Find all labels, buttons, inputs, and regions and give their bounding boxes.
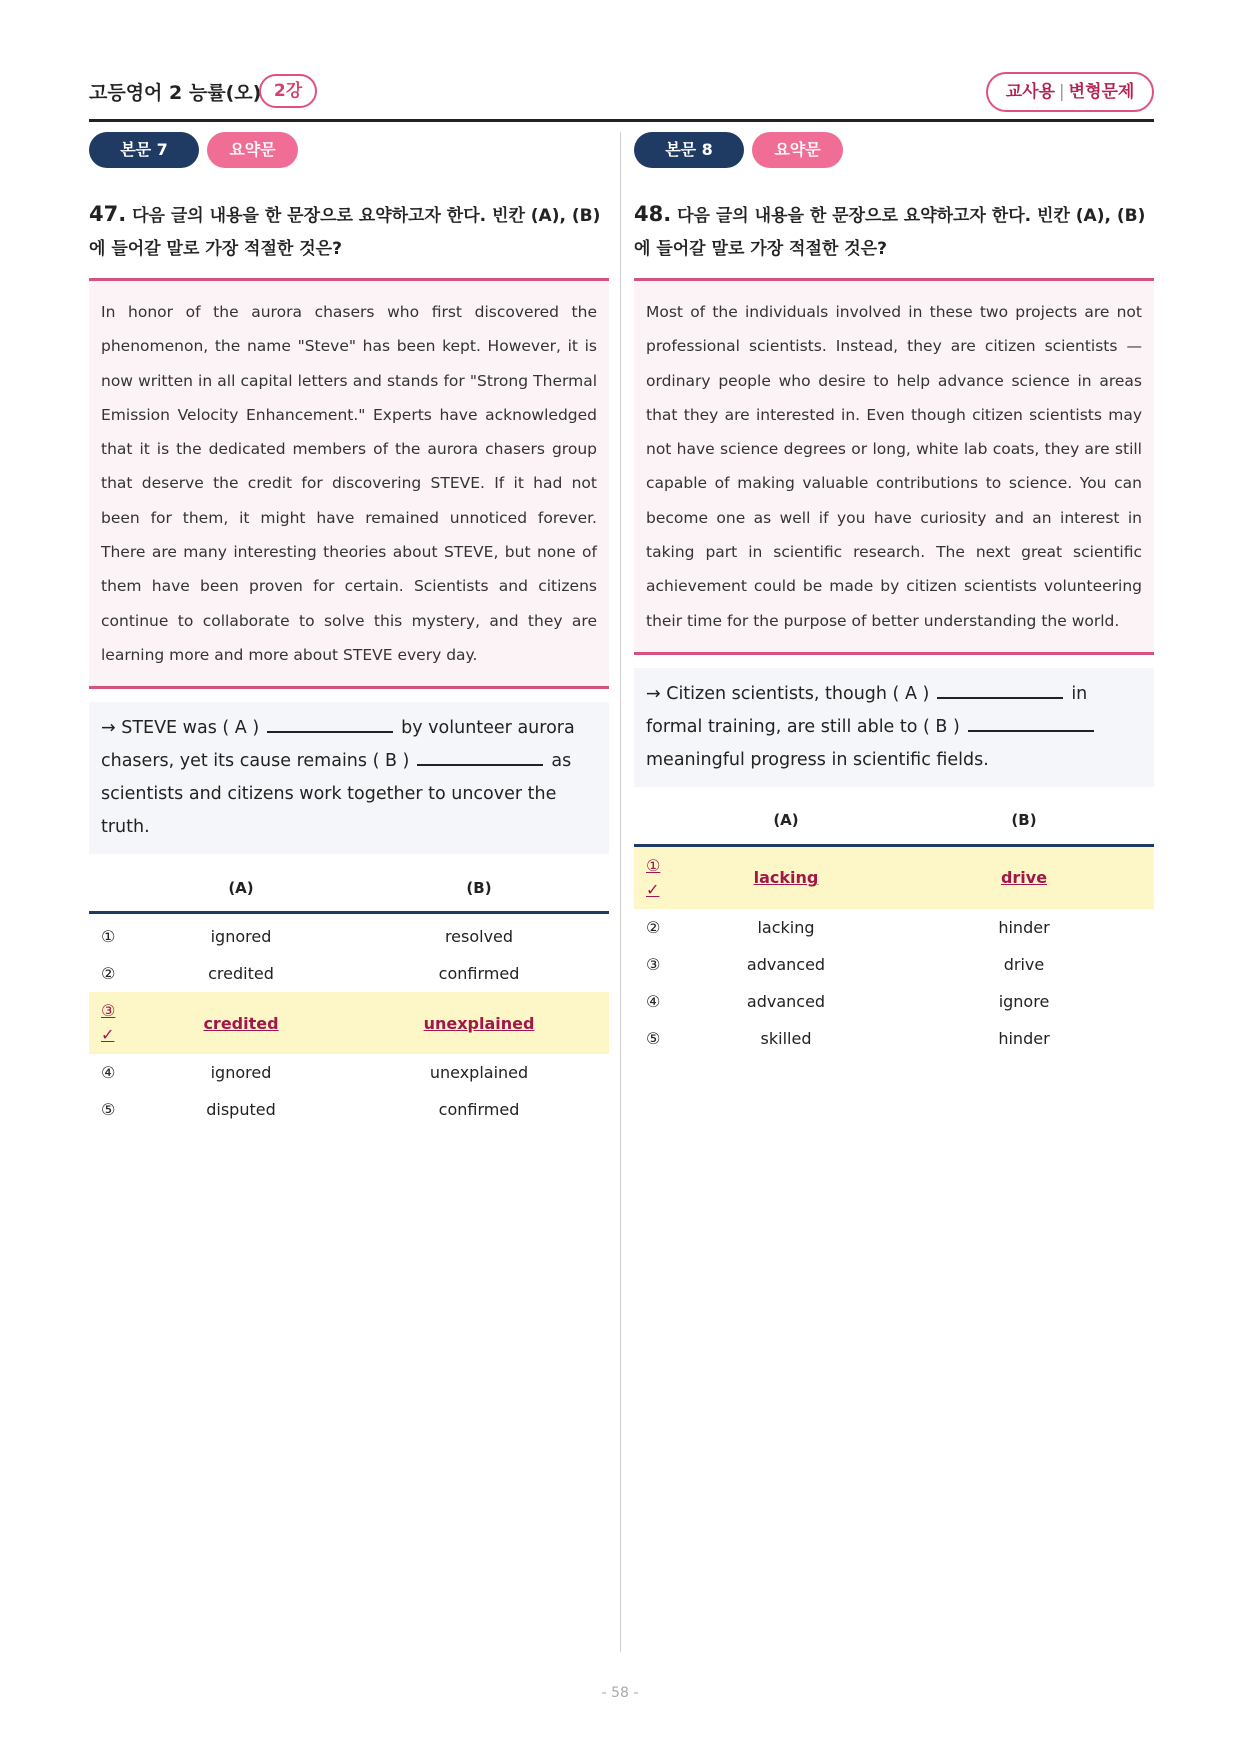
- question-47-column: [89, 132, 609, 1128]
- choice-row[interactable]: [89, 918, 609, 955]
- choice-b-text: unexplained: [423, 1013, 535, 1033]
- choices-header: [89, 864, 609, 914]
- choice-a: advanced: [746, 991, 826, 1011]
- choice-a: [678, 868, 894, 887]
- teacher-label: 교사용: [1005, 82, 1055, 102]
- choice-b: unexplained: [429, 1063, 529, 1083]
- passage-text: In honor of the aurora chasers who first discovered the phenomenon, the name "Steve" has been kept. However, it is now written in all capital letters and stands for "Strong Thermal Emission Velocity Enhancement." Experts have acknowledged that it is the dedicated members of the aurora chasers group that deserve the credit for discovering STEVE. If it had not been for them, it might have remained unnoticed forever. There are many interesting theories about STEVE, but none of them have been proven for certain. Scientists and citizens continue to collaborate to solve this mystery, and they are learning more and more about STEVE every day.: [89, 278, 609, 689]
- choice-row[interactable]: [634, 909, 1154, 946]
- choice-a: disputed: [206, 1100, 276, 1120]
- choice-number: ④: [646, 991, 661, 1011]
- choice-number: ④: [101, 1063, 116, 1083]
- choice-row-correct[interactable]: [634, 847, 1154, 909]
- choices-table: [89, 864, 609, 1128]
- check-icon: ✓: [101, 1025, 115, 1045]
- choice-row-correct[interactable]: [89, 992, 609, 1054]
- question-text: 다음 글의 내용을 한 문장으로 요약하고자 한다. 빈칸 (A), (B)에 들어갈 말로 가장 적절한 것은?: [89, 206, 601, 259]
- choice-row[interactable]: [634, 983, 1154, 1020]
- choice-row[interactable]: [89, 1091, 609, 1128]
- choice-number: ③: [101, 1001, 116, 1021]
- choice-b: [349, 1014, 609, 1033]
- header-a: (A): [228, 878, 254, 897]
- tag-row: [634, 132, 1154, 168]
- choice-number: ⑤: [101, 1100, 116, 1120]
- header-rule: [89, 119, 1154, 122]
- summary-part-2: in formal training, are still able to ( B ): [646, 683, 1088, 737]
- choice-a: skilled: [760, 1028, 812, 1048]
- chapter-badge: 2강: [259, 74, 317, 108]
- choice-row[interactable]: [89, 1054, 609, 1091]
- passage-tag: 본문 8: [634, 132, 744, 168]
- blank-b: [417, 752, 543, 766]
- summary-part-3: meaningful progress in scientific fields.: [646, 749, 989, 770]
- choice-a-text: lacking: [753, 868, 819, 888]
- choice-a: credited: [208, 964, 274, 984]
- course-title: 고등영어 2 능률(오): [89, 82, 262, 104]
- header-a: (A): [773, 811, 799, 830]
- choice-row[interactable]: [634, 1020, 1154, 1057]
- summary-part-2: by volunteer aurora chasers, yet its cause remains ( B ): [101, 718, 575, 772]
- blank-a: [267, 719, 393, 733]
- blank-a: [937, 685, 1063, 699]
- question-text: 다음 글의 내용을 한 문장으로 요약하고자 한다. 빈칸 (A), (B)에 들어갈 말로 가장 적절한 것은?: [634, 206, 1146, 259]
- choice-a: ignored: [210, 927, 272, 947]
- choice-row[interactable]: [89, 955, 609, 992]
- choice-b: ignore: [998, 991, 1050, 1011]
- choice-b: drive: [1003, 954, 1045, 974]
- choice-b: confirmed: [438, 1100, 520, 1120]
- badge-separator: |: [1058, 82, 1065, 102]
- choice-row[interactable]: [634, 946, 1154, 983]
- choices-table: [634, 797, 1154, 1057]
- summary-type-tag: 요약문: [752, 132, 843, 168]
- choice-a: ignored: [210, 1063, 272, 1083]
- choice-number: ①: [646, 855, 661, 875]
- choice-b: [894, 868, 1154, 887]
- choice-a: lacking: [757, 917, 815, 937]
- question-number: 47.: [89, 202, 127, 226]
- question-prompt: [89, 198, 609, 266]
- header-b: (B): [1011, 811, 1037, 830]
- blank-b: [968, 718, 1094, 732]
- passage-text: Most of the individuals involved in these two projects are not professional scientists. Instead, they are citizen scientists — ordinary people who desire to help advance science in areas that they are interested in. Even though citizen scientists may not have science degrees or long, white lab coats, they are still capable of making valuable contributions to science. You can become one as well if you have curiosity and an interest in taking part in scientific research. The next great scientific achievement could be made by citizen scientists volunteering their time for the purpose of better understanding the world.: [634, 278, 1154, 655]
- question-prompt: [634, 198, 1154, 266]
- choice-b-text: drive: [1000, 868, 1048, 888]
- choice-number-correct: [89, 999, 133, 1047]
- summary-part-1: → STEVE was ( A ): [101, 718, 260, 739]
- summary-box: [634, 668, 1154, 787]
- summary-type-tag: 요약문: [207, 132, 298, 168]
- choice-b: hinder: [998, 917, 1050, 937]
- choice-b: hinder: [998, 1028, 1050, 1048]
- choice-number: ②: [646, 917, 661, 937]
- choice-number-correct: [634, 854, 678, 902]
- choice-a: advanced: [746, 954, 826, 974]
- tag-row: [89, 132, 609, 168]
- passage-tag: 본문 7: [89, 132, 199, 168]
- choice-b: confirmed: [438, 964, 520, 984]
- summary-part-3: as scientists and citizens work together to uncover the truth.: [101, 751, 572, 838]
- summary-box: [89, 702, 609, 854]
- question-48-column: [634, 132, 1154, 1057]
- column-divider: [620, 132, 621, 1652]
- choices-header: [634, 797, 1154, 847]
- page-number: - 58 -: [601, 1685, 639, 1701]
- choice-number: ②: [101, 964, 116, 984]
- question-number: 48.: [634, 202, 672, 226]
- choice-number: ①: [101, 927, 116, 947]
- choice-a: [133, 1014, 349, 1033]
- page-header: [89, 72, 1154, 122]
- choice-number: ③: [646, 954, 661, 974]
- check-icon: ✓: [646, 879, 660, 899]
- teacher-badge: [986, 72, 1154, 112]
- choice-a-text: credited: [203, 1013, 279, 1033]
- choice-b: resolved: [444, 927, 514, 947]
- choice-number: ⑤: [646, 1028, 661, 1048]
- header-b: (B): [466, 878, 492, 897]
- type-label: 변형문제: [1068, 82, 1135, 102]
- summary-part-1: → Citizen scientists, though ( A ): [646, 683, 930, 704]
